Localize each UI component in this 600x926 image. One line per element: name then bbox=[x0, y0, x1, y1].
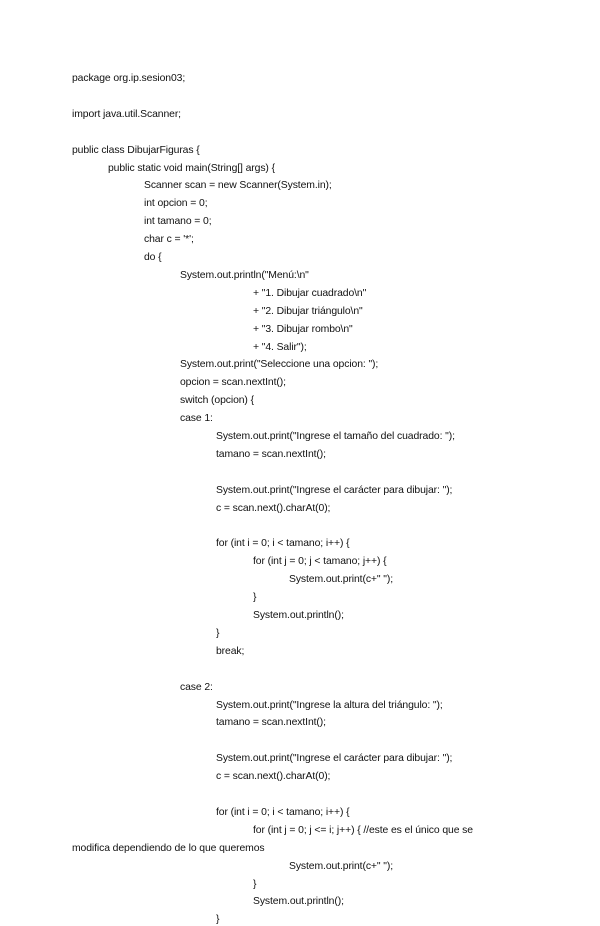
code-line: System.out.print("Ingrese el carácter para dibujar: "); bbox=[216, 484, 453, 496]
code-line: case 2: bbox=[180, 681, 213, 693]
code-line: for (int j = 0; j <= i; j++) { //este es el único que se bbox=[253, 824, 473, 836]
code-line: do { bbox=[144, 252, 162, 263]
code-line: char c = '*'; bbox=[144, 234, 194, 246]
code-line: System.out.print("Ingrese la altura del triángulo: "); bbox=[216, 699, 443, 711]
code-line: public static void main(String[] args) { bbox=[108, 162, 275, 174]
code-line: + "4. Salir"); bbox=[253, 341, 307, 353]
code-line: System.out.println(); bbox=[253, 610, 344, 621]
code-line: int opcion = 0; bbox=[144, 198, 208, 210]
code-line: break; bbox=[216, 645, 245, 657]
code-line: System.out.println(); bbox=[253, 896, 344, 908]
code-line: } bbox=[216, 914, 220, 926]
code-line: + "3. Dibujar rombo\n" bbox=[253, 323, 353, 335]
code-line: System.out.print(c+" "); bbox=[289, 860, 394, 872]
code-line: } bbox=[253, 878, 257, 890]
code-line: case 1: bbox=[180, 413, 213, 425]
code-line: System.out.println("Menú:\n" bbox=[180, 269, 309, 281]
code-line: System.out.print("Ingrese el tamaño del cuadrado: "); bbox=[216, 431, 455, 442]
code-line: modifica dependiendo de lo que queremos bbox=[72, 842, 265, 854]
code-line: opcion = scan.nextInt(); bbox=[180, 377, 286, 389]
code-line: for (int i = 0; i < tamano; i++) { bbox=[216, 538, 350, 550]
code-line: for (int j = 0; j < tamano; j++) { bbox=[253, 556, 387, 568]
code-line: import java.util.Scanner; bbox=[72, 108, 181, 120]
code-line: + "1. Dibujar cuadrado\n" bbox=[253, 287, 367, 299]
code-line: System.out.print("Seleccione una opcion: "); bbox=[180, 359, 379, 371]
code-line: } bbox=[253, 592, 257, 604]
code-line: c = scan.next().charAt(0); bbox=[216, 771, 331, 783]
code-line: tamano = scan.nextInt(); bbox=[216, 448, 326, 460]
code-line: + "2. Dibujar triángulo\n" bbox=[253, 305, 363, 317]
code-line: tamano = scan.nextInt(); bbox=[216, 717, 326, 729]
code-line: public class DibujarFiguras { bbox=[72, 144, 200, 156]
code-line: int tamano = 0; bbox=[144, 216, 212, 228]
code-line: package org.ip.sesion03; bbox=[72, 73, 186, 84]
code-line: System.out.print(c+" "); bbox=[289, 574, 394, 586]
code-line: c = scan.next().charAt(0); bbox=[216, 502, 331, 514]
code-line: Scanner scan = new Scanner(System.in); bbox=[144, 180, 332, 192]
code-line: for (int i = 0; i < tamano; i++) { bbox=[216, 806, 350, 818]
code-line: System.out.print("Ingrese el carácter para dibujar: "); bbox=[216, 753, 453, 765]
code-line: } bbox=[216, 627, 220, 639]
code-line: switch (opcion) { bbox=[180, 395, 254, 407]
